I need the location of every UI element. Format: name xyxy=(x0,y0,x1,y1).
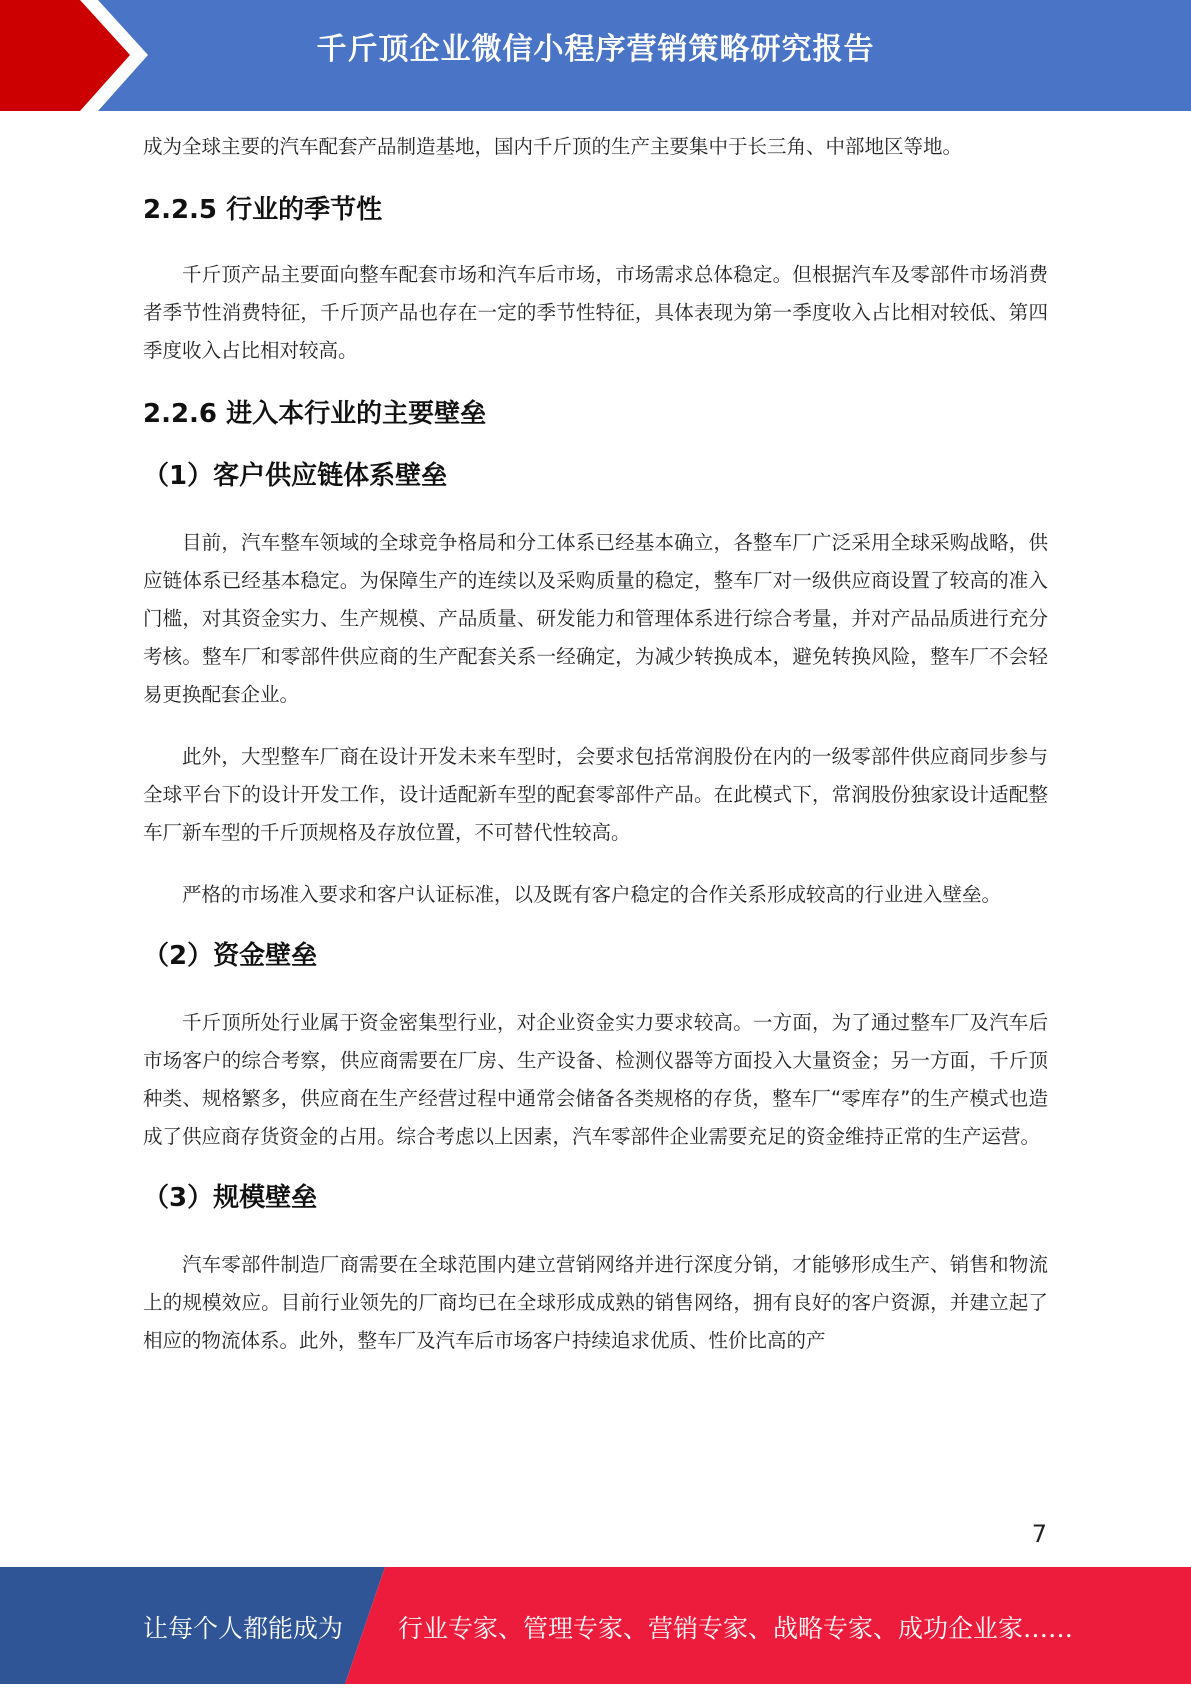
section-heading-2-2-5: 2.2.5 行业的季节性 xyxy=(143,195,383,225)
subheading-supply-chain: （1）客户供应链体系壁垒 xyxy=(143,461,448,491)
page-footer xyxy=(0,1567,1191,1684)
footer-slogan-left: 让每个人都能成为 xyxy=(143,1614,344,1643)
paragraph-seasonality: 千斤顶产品主要面向整车配套市场和汽车后市场，市场需求总体稳定。但根据汽车及零部件市场消费者季节性消费特征，千斤顶产品也存在一定的季节性特征，具体表现为第一季度收入占比相对较低、第四季度收入占比相对较高。 xyxy=(143,263,1048,362)
paragraph-scale: 汽车零部件制造厂商需要在全球范围内建立营销网络并进行深度分销，才能够形成生产、销售和物流上的规模效应。目前行业领先的厂商均已在全球形成成熟的销售网络，拥有良好的客户资源，并建立起了相应的物流体系。此外，整车厂及汽车后市场客户持续追求优质、性价比高的产 xyxy=(143,1253,1048,1352)
header-title: 千斤顶企业微信小程序营销策略研究报告 xyxy=(316,32,875,67)
paragraph-continuation: 成为全球主要的汽车配套产品制造基地，国内千斤顶的生产主要集中于长三角、中部地区等地。 xyxy=(143,135,963,158)
document-body xyxy=(143,128,1048,1360)
page-number: 7 xyxy=(1031,1520,1047,1548)
page-header xyxy=(0,0,1191,111)
section-heading-2-2-6: 2.2.6 进入本行业的主要壁垒 xyxy=(143,399,487,429)
paragraph-supply-chain-2: 此外，大型整车厂商在设计开发未来车型时，会要求包括常润股份在内的一级零部件供应商同步参与全球平台下的设计开发工作，设计适配新车型的配套零部件产品。在此模式下，常润股份独家设计适配整车厂新车型的千斤顶规格及存放位置，不可替代性较高。 xyxy=(143,745,1048,844)
paragraph-capital: 千斤顶所处行业属于资金密集型行业，对企业资金实力要求较高。一方面，为了通过整车厂及汽车后市场客户的综合考察，供应商需要在厂房、生产设备、检测仪器等方面投入大量资金；另一方面，千斤顶种类、规格繁多，供应商在生产经营过程中通常会储备各类规格的存货，整车厂“零库存”的生产模式也造成了供应商存货资金的占用。综合考虑以上因素，汽车零部件企业需要充足的资金维持正常的生产运营。 xyxy=(143,1011,1048,1148)
footer-slogan-right: 行业专家、管理专家、营销专家、战略专家、成功企业家…… xyxy=(398,1614,1074,1643)
subheading-scale: （3）规模壁垒 xyxy=(143,1183,318,1213)
paragraph-supply-chain-3: 严格的市场准入要求和客户认证标准，以及既有客户稳定的合作关系形成较高的行业进入壁垒。 xyxy=(182,883,1002,906)
paragraph-supply-chain-1: 目前，汽车整车领域的全球竞争格局和分工体系已经基本确立，各整车厂广泛采用全球采购战略，供应链体系已经基本稳定。为保障生产的连续以及采购质量的稳定，整车厂对一级供应商设置了较高的准入门槛，对其资金实力、生产规模、产品质量、研发能力和管理体系进行综合考量，并对产品品质进行充分考核。整车厂和零部件供应商的生产配套关系一经确定，为减少转换成本，避免转换风险，整车厂不会轻易更换配套企业。 xyxy=(143,531,1048,706)
subheading-capital: （2）资金壁垒 xyxy=(143,941,318,971)
